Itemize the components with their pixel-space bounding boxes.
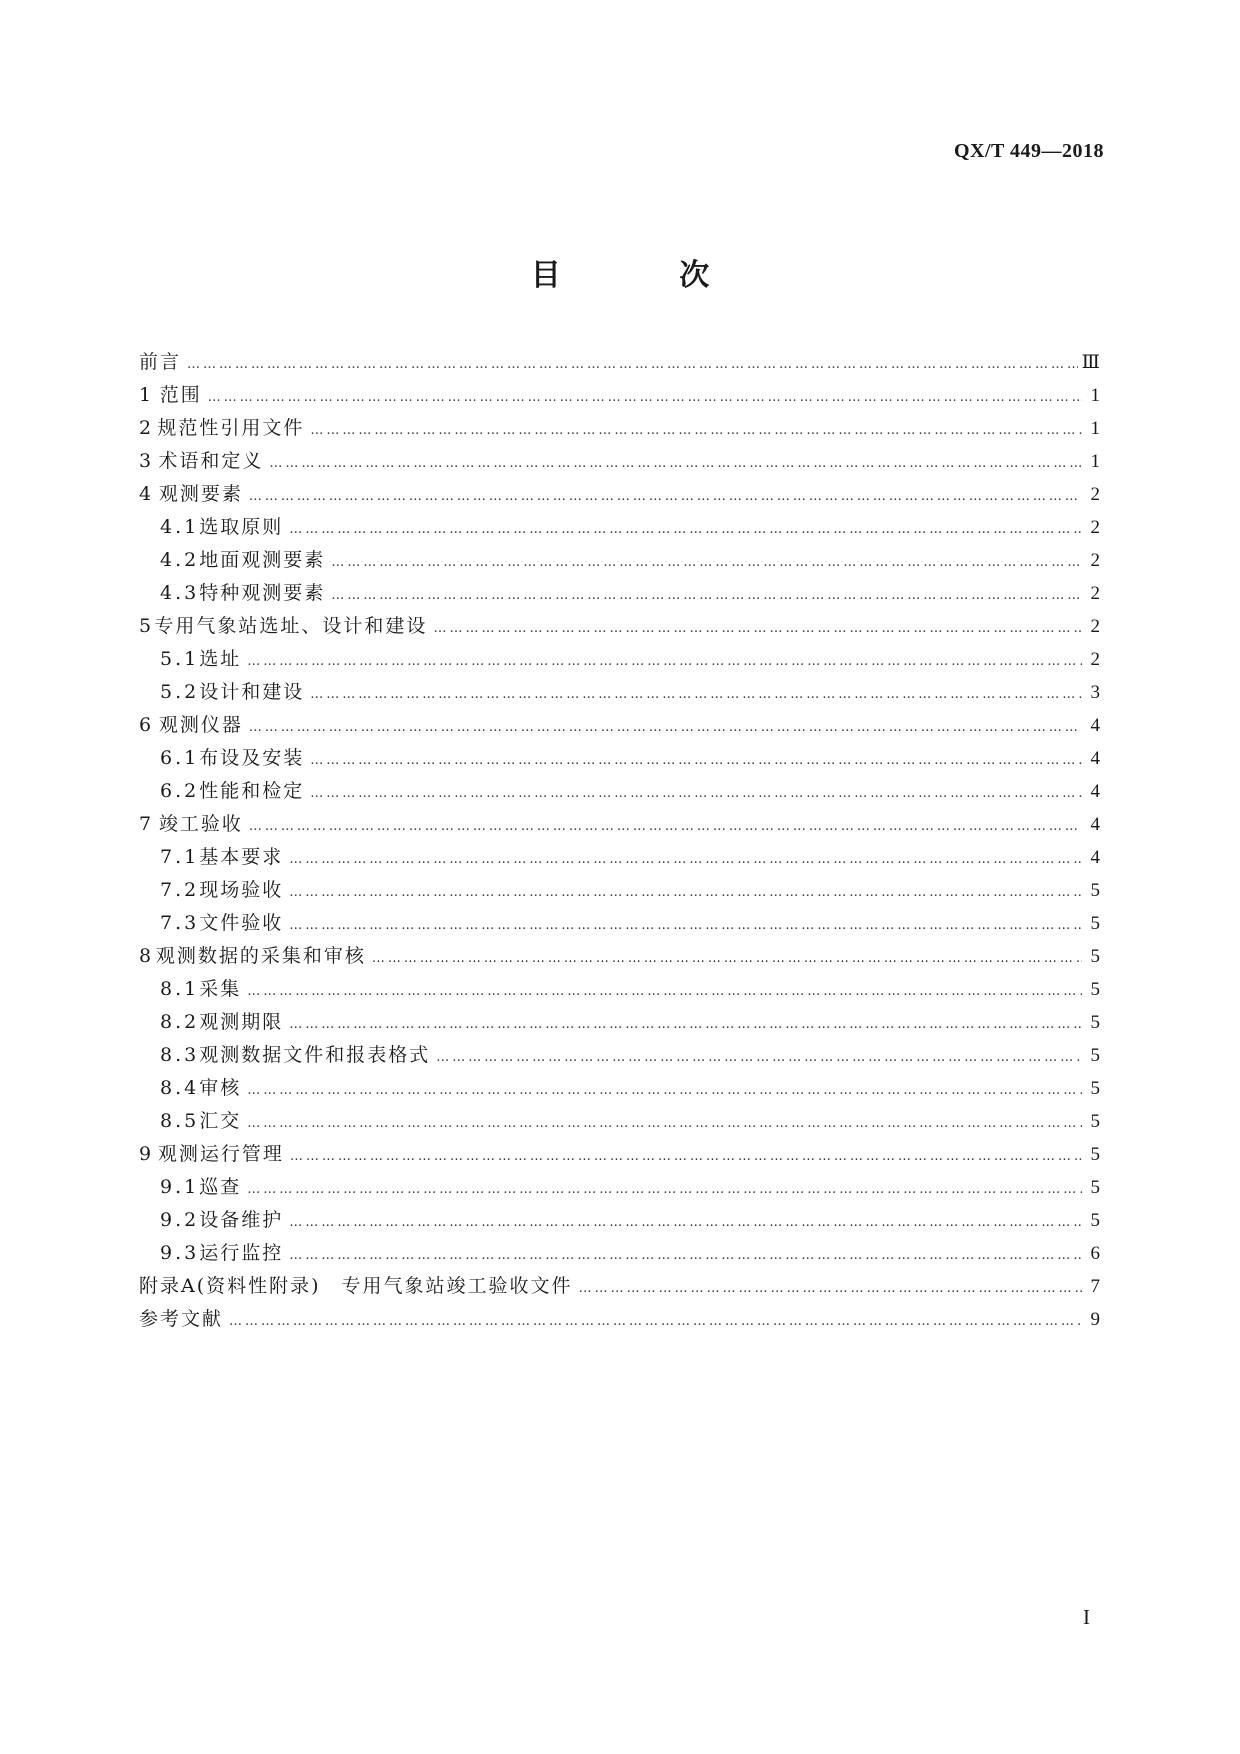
toc-entry[interactable] <box>139 841 1100 874</box>
toc-leader-dots <box>310 678 1082 711</box>
toc-leader-dots <box>579 1272 1082 1305</box>
page-number: I <box>1083 1605 1090 1629</box>
toc-entry-number: 5.2 <box>160 681 200 703</box>
toc-entry-label: 术语和定义 <box>158 450 264 472</box>
toc-leader-dots <box>331 546 1082 579</box>
toc-entry[interactable] <box>139 346 1100 379</box>
table-of-contents <box>139 346 1100 1336</box>
toc-leader-dots <box>249 810 1082 843</box>
toc-entry-label: 观测要素 <box>158 483 243 505</box>
toc-leader-dots <box>289 1206 1082 1239</box>
toc-entry-number: 9.3 <box>160 1242 200 1264</box>
toc-leader-dots <box>372 942 1082 975</box>
toc-title: 目 次 <box>530 258 764 293</box>
toc-entry-label: 参考文献 <box>139 1308 224 1330</box>
toc-entry[interactable] <box>139 907 1100 940</box>
toc-entry[interactable] <box>139 478 1100 511</box>
toc-entry[interactable] <box>139 1204 1100 1237</box>
toc-entry-page: 7 <box>1090 1276 1100 1297</box>
toc-entry-label: 特种观测要素 <box>199 582 326 604</box>
toc-entry[interactable] <box>139 1171 1100 1204</box>
toc-entry-number: 1 <box>139 384 155 406</box>
toc-entry[interactable] <box>139 1237 1100 1270</box>
toc-entry-label: 审核 <box>199 1077 242 1099</box>
toc-leader-dots <box>436 1041 1082 1074</box>
toc-entry-number: 6.1 <box>160 747 200 769</box>
toc-entry[interactable] <box>139 1138 1100 1171</box>
toc-leader-dots <box>247 1173 1082 1206</box>
toc-entry-label: 观测数据的采集和审核 <box>155 945 366 967</box>
toc-entry-page: 1 <box>1090 385 1100 406</box>
toc-entry[interactable] <box>139 577 1100 610</box>
toc-entry-page: 5 <box>1090 913 1100 934</box>
toc-entry-page: 5 <box>1090 1210 1100 1231</box>
toc-entry-number: 5.1 <box>160 648 200 670</box>
toc-entry-label: 观测期限 <box>199 1011 284 1033</box>
toc-entry-page: 5 <box>1090 1045 1100 1066</box>
toc-entry-page: 2 <box>1090 484 1100 505</box>
toc-entry-label: 选址 <box>199 648 242 670</box>
toc-entry-label: 性能和检定 <box>199 780 305 802</box>
toc-entry-page: 4 <box>1090 781 1100 802</box>
toc-entry-label: 现场验收 <box>199 879 284 901</box>
toc-entry-label: 观测数据文件和报表格式 <box>199 1044 431 1066</box>
toc-leader-dots <box>289 1008 1082 1041</box>
toc-entry-number: 8.3 <box>160 1044 200 1066</box>
toc-entry-page: 5 <box>1090 880 1100 901</box>
toc-entry-page: 4 <box>1090 814 1100 835</box>
toc-leader-dots <box>208 381 1082 414</box>
toc-entry[interactable] <box>139 1006 1100 1039</box>
toc-entry[interactable] <box>139 676 1100 709</box>
toc-entry[interactable] <box>139 1072 1100 1105</box>
toc-entry-number: 3 <box>139 450 155 472</box>
toc-entry-number: 4 <box>139 483 155 505</box>
toc-entry-label: 附录A(资料性附录) 专用气象站竣工验收文件 <box>139 1275 573 1297</box>
toc-entry-page: 2 <box>1090 550 1100 571</box>
toc-leader-dots <box>289 513 1082 546</box>
toc-entry-label: 规范性引用文件 <box>157 417 305 439</box>
toc-entry-number: 2 <box>139 417 155 439</box>
toc-entry-label: 观测运行管理 <box>157 1143 284 1165</box>
toc-leader-dots <box>187 348 1078 381</box>
toc-entry-page: 5 <box>1090 1144 1100 1165</box>
toc-entry[interactable] <box>139 544 1100 577</box>
toc-entry-label: 前言 <box>139 351 182 373</box>
toc-entry-label: 观测仪器 <box>158 714 243 736</box>
toc-entry[interactable] <box>139 412 1100 445</box>
toc-entry-number: 8.4 <box>160 1077 200 1099</box>
toc-entry-number: 4.2 <box>160 549 200 571</box>
standard-code: QX/T 449—2018 <box>953 140 1104 162</box>
toc-entry-page: 5 <box>1090 1177 1100 1198</box>
toc-entry[interactable] <box>139 1039 1100 1072</box>
toc-entry-number: 4.1 <box>160 516 200 538</box>
toc-entry-page: 3 <box>1090 682 1100 703</box>
toc-entry-label: 设计和建设 <box>199 681 305 703</box>
toc-leader-dots <box>310 777 1082 810</box>
toc-entry-label: 布设及安装 <box>199 747 305 769</box>
toc-entry[interactable] <box>139 643 1100 676</box>
toc-leader-dots <box>433 612 1082 645</box>
toc-entry-page: 2 <box>1090 616 1100 637</box>
toc-entry[interactable] <box>139 973 1100 1006</box>
toc-leader-dots <box>331 579 1082 612</box>
toc-entry[interactable] <box>139 511 1100 544</box>
toc-entry-page: 4 <box>1090 748 1100 769</box>
toc-entry[interactable] <box>139 742 1100 775</box>
toc-leader-dots <box>247 1107 1082 1140</box>
toc-leader-dots <box>249 711 1082 744</box>
toc-entry-label: 巡查 <box>199 1176 242 1198</box>
toc-entry-page: 2 <box>1090 649 1100 670</box>
toc-entry-number: 6 <box>139 714 155 736</box>
toc-entry-page: 5 <box>1090 1078 1100 1099</box>
toc-entry[interactable] <box>139 775 1100 808</box>
toc-entry-number: 6.2 <box>160 780 200 802</box>
toc-entry[interactable] <box>139 379 1100 412</box>
toc-leader-dots <box>229 1305 1082 1338</box>
toc-entry-page: 5 <box>1090 1012 1100 1033</box>
toc-entry-number: 8.5 <box>160 1110 200 1132</box>
toc-entry-label: 基本要求 <box>199 846 284 868</box>
toc-entry[interactable] <box>139 874 1100 907</box>
toc-entry-number: 4.3 <box>160 582 200 604</box>
toc-entry-page: 6 <box>1090 1243 1100 1264</box>
toc-entry-number: 7.3 <box>160 912 200 934</box>
toc-entry[interactable] <box>139 1303 1100 1336</box>
toc-entry-number: 7.1 <box>160 846 200 868</box>
toc-entry[interactable] <box>139 709 1100 742</box>
toc-entry-number: 9.2 <box>160 1209 200 1231</box>
toc-entry-label: 采集 <box>199 978 242 1000</box>
toc-entry[interactable] <box>139 808 1100 841</box>
toc-leader-dots <box>289 1239 1082 1272</box>
toc-entry-page: 1 <box>1090 451 1100 472</box>
toc-entry-label: 运行监控 <box>199 1242 284 1264</box>
toc-leader-dots <box>269 447 1082 480</box>
toc-entry-number: 9.1 <box>160 1176 200 1198</box>
toc-leader-dots <box>310 744 1082 777</box>
toc-leader-dots <box>249 480 1082 513</box>
toc-entry-label: 汇交 <box>199 1110 242 1132</box>
toc-entry-label: 竣工验收 <box>158 813 243 835</box>
toc-entry-page: 4 <box>1090 847 1100 868</box>
toc-leader-dots <box>247 645 1082 678</box>
toc-entry[interactable] <box>139 940 1100 973</box>
toc-entry-page: Ⅲ <box>1081 352 1100 373</box>
toc-entry-page: 9 <box>1090 1309 1100 1330</box>
toc-entry-page: 2 <box>1090 583 1100 604</box>
toc-leader-dots <box>247 1074 1082 1107</box>
toc-entry-number: 7.2 <box>160 879 200 901</box>
toc-entry-page: 5 <box>1090 946 1100 967</box>
toc-entry-label: 设备维护 <box>199 1209 284 1231</box>
toc-entry-number: 8.2 <box>160 1011 200 1033</box>
toc-leader-dots <box>289 909 1082 942</box>
toc-leader-dots <box>290 1140 1082 1173</box>
toc-leader-dots <box>289 876 1082 909</box>
toc-entry[interactable] <box>139 610 1100 643</box>
toc-entry[interactable] <box>139 1105 1100 1138</box>
toc-entry-label: 范围 <box>159 384 202 406</box>
toc-entry-page: 4 <box>1090 715 1100 736</box>
toc-entry[interactable] <box>139 1270 1100 1303</box>
toc-entry-label: 选取原则 <box>199 516 284 538</box>
toc-leader-dots <box>310 414 1082 447</box>
toc-entry-number: 7 <box>139 813 155 835</box>
toc-entry-page: 2 <box>1090 517 1100 538</box>
toc-leader-dots <box>247 975 1082 1008</box>
toc-entry-number: 8.1 <box>160 978 200 1000</box>
toc-entry-label: 地面观测要素 <box>199 549 326 571</box>
toc-entry-number: 5 <box>139 615 155 637</box>
toc-entry-page: 1 <box>1090 418 1100 439</box>
toc-entry-page: 5 <box>1090 1111 1100 1132</box>
toc-leader-dots <box>289 843 1082 876</box>
toc-entry-number: 9 <box>139 1143 155 1165</box>
toc-entry-label: 文件验收 <box>199 912 284 934</box>
toc-entry-number: 8 <box>139 945 155 967</box>
toc-entry-label: 专用气象站选址、设计和建设 <box>154 615 428 637</box>
toc-entry[interactable] <box>139 445 1100 478</box>
toc-entry-page: 5 <box>1090 979 1100 1000</box>
